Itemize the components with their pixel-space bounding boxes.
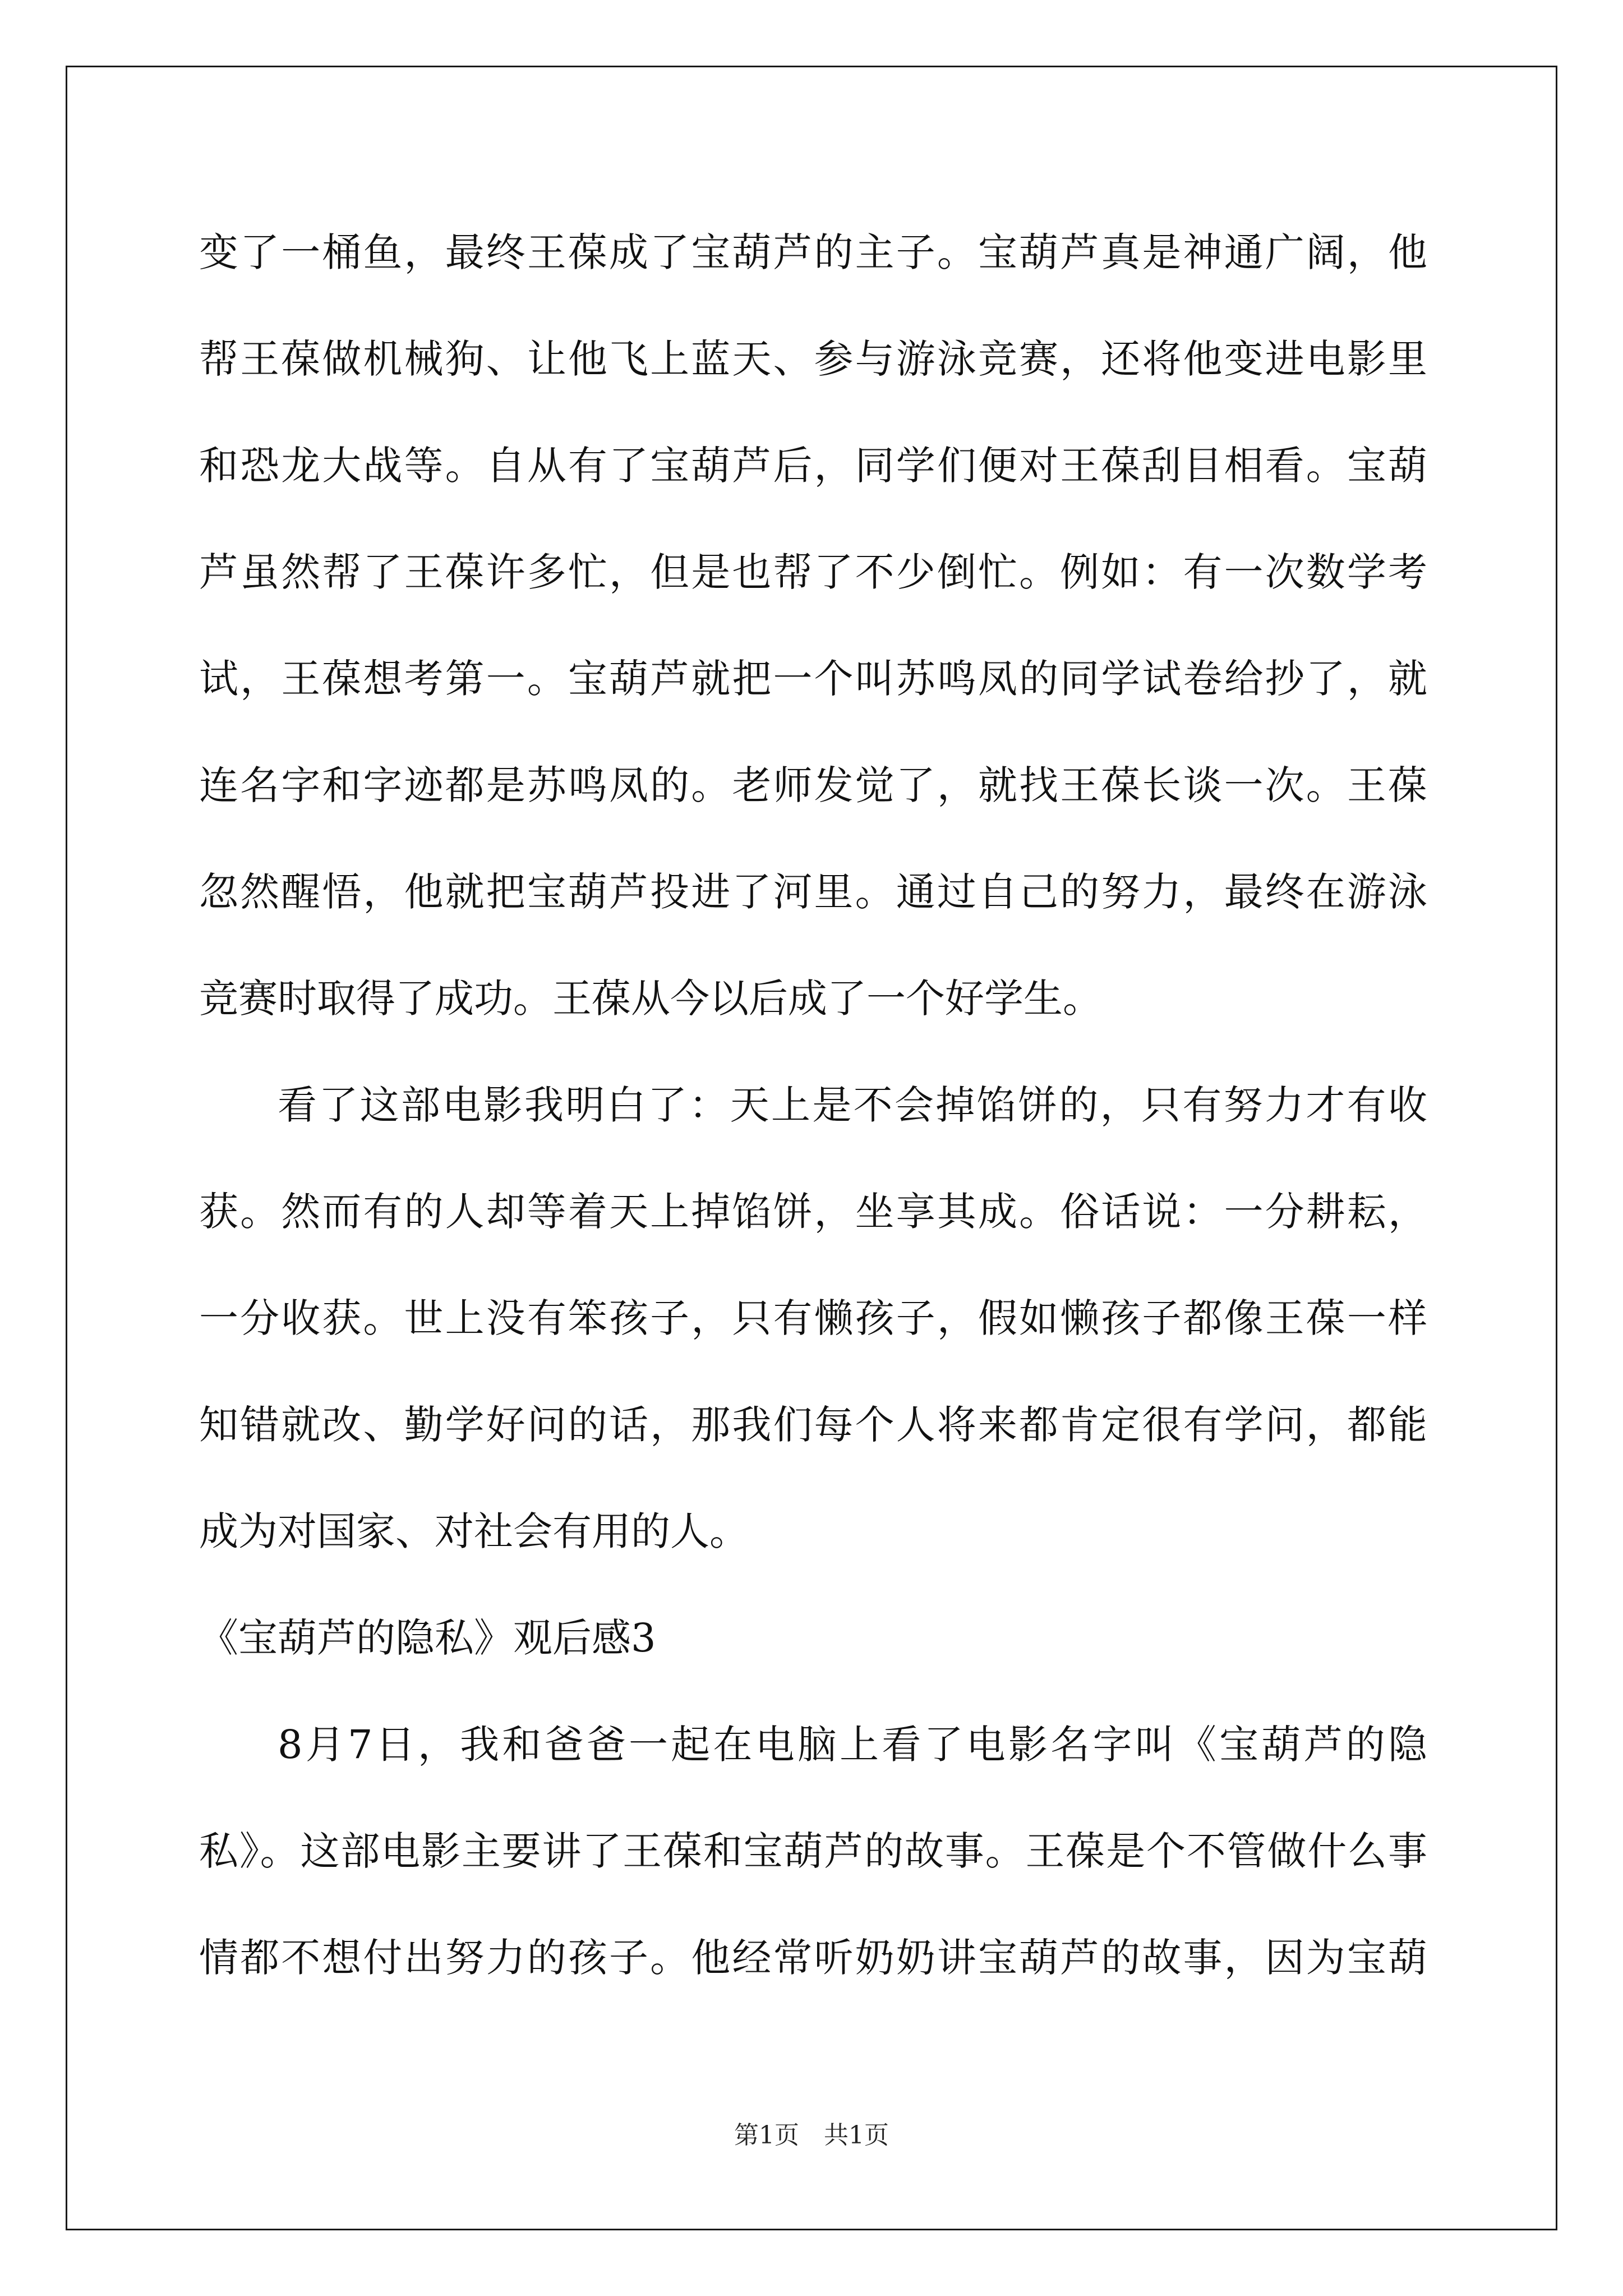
text-line: 帮王葆做机械狗、让他飞上蓝天、参与游泳竞赛，还将他变进电影里 (199, 336, 1427, 382)
text-line: 连名字和字迹都是苏鸣凤的。老师发觉了，就找王葆长谈一次。王葆 (199, 762, 1427, 808)
page-number-footer: 第1页 共1页 (734, 2121, 889, 2150)
text-line: 看了这部电影我明白了：天上是不会掉馅饼的，只有努力才有收 (278, 1082, 1427, 1128)
text-line: 成为对国家、对社会有用的人。 (199, 1508, 749, 1554)
document-body (199, 222, 1427, 2033)
text-line: 忽然醒悟，他就把宝葫芦投进了河里。通过自己的努力，最终在游泳 (199, 869, 1427, 915)
text-line: 私》。这部电影主要讲了王葆和宝葫芦的故事。王葆是个不管做什么事 (199, 1828, 1427, 1874)
text-line: 一分收获。世上没有笨孩子，只有懒孩子，假如懒孩子都像王葆一样 (199, 1295, 1427, 1341)
text-line: 知错就改、勤学好问的话，那我们每个人将来都肯定很有学问，都能 (199, 1402, 1427, 1448)
text-line: 和恐龙大战等。自从有了宝葫芦后，同学们便对王葆刮目相看。宝葫 (199, 443, 1427, 489)
text-line: 芦虽然帮了王葆许多忙，但是也帮了不少倒忙。例如：有一次数学考 (199, 549, 1427, 595)
text-line: 变了一桶鱼，最终王葆成了宝葫芦的主子。宝葫芦真是神通广阔，他 (199, 229, 1427, 275)
text-line: 8月7日，我和爸爸一起在电脑上看了电影名字叫《宝葫芦的隐 (278, 1722, 1427, 1768)
text-line: 竞赛时取得了成功。王葆从今以后成了一个好学生。 (199, 976, 1102, 1022)
section-heading: 《宝葫芦的隐私》观后感3 (199, 1615, 656, 1661)
text-line: 获。然而有的人却等着天上掉馅饼，坐享其成。俗话说：一分耕耘， (199, 1189, 1427, 1235)
text-line: 试，王葆想考第一。宝葫芦就把一个叫苏鸣凤的同学试卷给抄了，就 (199, 656, 1427, 702)
text-line: 情都不想付出努力的孩子。他经常听奶奶讲宝葫芦的故事，因为宝葫 (199, 1935, 1427, 1981)
